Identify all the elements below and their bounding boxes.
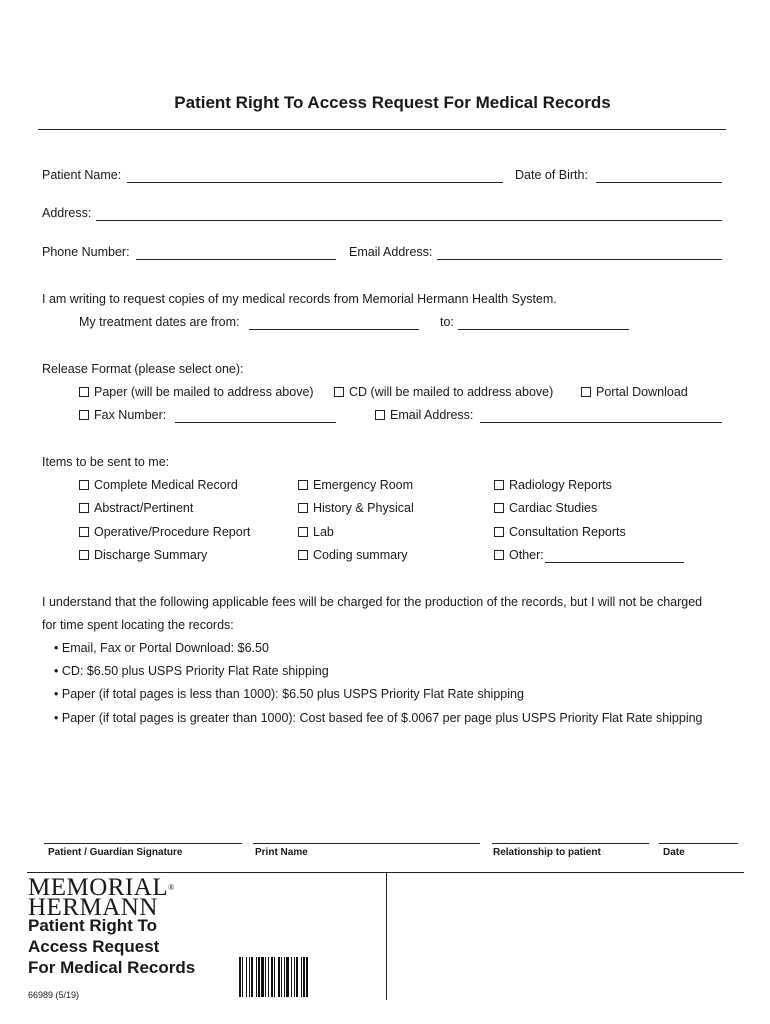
form-number: 66989 (5/19) bbox=[28, 990, 80, 1000]
checkbox[interactable] bbox=[494, 480, 504, 490]
option-label: Lab bbox=[313, 525, 334, 539]
checkbox[interactable] bbox=[79, 387, 89, 397]
option-label: Fax Number: bbox=[94, 408, 167, 422]
footer-doc-title-3: For Medical Records bbox=[28, 958, 196, 977]
fee-bullet-text: CD: $6.50 plus USPS Priority Flat Rate shipping bbox=[61, 664, 329, 678]
title-rule bbox=[38, 129, 726, 130]
logo-line2: HERMANN bbox=[28, 894, 158, 921]
treatment-to-label: to: bbox=[440, 315, 454, 329]
item-option[interactable] bbox=[494, 501, 597, 515]
print-name-field[interactable] bbox=[253, 843, 480, 844]
fee-bullet-text: Paper (if total pages is greater than 1000): Cost based fee of $.0067 per page plus USPS Priority Flat Rate shipping bbox=[61, 711, 703, 725]
checkbox[interactable] bbox=[79, 550, 89, 560]
option-label: Coding summary bbox=[313, 548, 408, 562]
option-label: History & Physical bbox=[313, 501, 414, 515]
checkbox[interactable] bbox=[298, 550, 308, 560]
other-field[interactable] bbox=[545, 562, 684, 563]
item-option[interactable] bbox=[298, 478, 413, 492]
signature-field[interactable] bbox=[44, 843, 242, 844]
fee-bullet: • Paper (if total pages is less than 1000): $6.50 plus USPS Priority Flat Rate shipping bbox=[54, 687, 524, 701]
treatment-from-label: My treatment dates are from: bbox=[79, 315, 240, 329]
item-option[interactable] bbox=[298, 548, 407, 562]
checkbox[interactable] bbox=[79, 480, 89, 490]
option-label: Radiology Reports bbox=[509, 478, 612, 492]
release-fax-option[interactable] bbox=[79, 408, 166, 422]
date-label: Date bbox=[663, 847, 685, 858]
checkbox[interactable] bbox=[298, 480, 308, 490]
item-option[interactable] bbox=[298, 525, 334, 539]
relationship-field[interactable] bbox=[492, 843, 649, 844]
release-email-field[interactable] bbox=[480, 422, 722, 423]
checkbox[interactable] bbox=[79, 410, 89, 420]
barcode-icon bbox=[239, 957, 361, 997]
checkbox[interactable] bbox=[494, 550, 504, 560]
treatment-from-field[interactable] bbox=[249, 329, 419, 330]
release-portal-option[interactable] bbox=[581, 385, 688, 399]
address-label: Address: bbox=[42, 206, 92, 220]
option-label: Complete Medical Record bbox=[94, 478, 238, 492]
option-label: Other: bbox=[509, 548, 544, 562]
option-label: Operative/Procedure Report bbox=[94, 525, 251, 539]
option-label: Discharge Summary bbox=[94, 548, 208, 562]
option-label: Cardiac Studies bbox=[509, 501, 598, 515]
date-field[interactable] bbox=[659, 843, 738, 844]
treatment-to-field[interactable] bbox=[458, 329, 629, 330]
dob-field[interactable] bbox=[596, 182, 722, 183]
email-label: Email Address: bbox=[349, 245, 433, 259]
option-label: Portal Download bbox=[596, 385, 688, 399]
option-label: CD (will be mailed to address above) bbox=[349, 385, 554, 399]
item-option[interactable] bbox=[494, 548, 544, 562]
intro-text: I am writing to request copies of my medical records from Memorial Hermann Health System. bbox=[42, 292, 557, 306]
option-label: Paper (will be mailed to address above) bbox=[94, 385, 314, 399]
fees-text-line1: I understand that the following applicable fees will be charged for the production of the records, but I will not be charged bbox=[42, 595, 703, 609]
checkbox[interactable] bbox=[298, 503, 308, 513]
footer-doc-title-1: Patient Right To bbox=[28, 916, 158, 935]
release-cd-option[interactable] bbox=[334, 385, 553, 399]
dob-label: Date of Birth: bbox=[515, 168, 588, 182]
fee-bullet-text: Paper (if total pages is less than 1000): $6.50 plus USPS Priority Flat Rate shipping bbox=[61, 687, 524, 701]
footer-doc-title-2: Access Request bbox=[28, 937, 160, 956]
checkbox[interactable] bbox=[298, 527, 308, 537]
option-label: Emergency Room bbox=[313, 478, 414, 492]
phone-label: Phone Number: bbox=[42, 245, 130, 259]
checkbox[interactable] bbox=[334, 387, 344, 397]
items-heading: Items to be sent to me: bbox=[42, 455, 170, 469]
patient-name-label: Patient Name: bbox=[42, 168, 122, 182]
email-field[interactable] bbox=[437, 259, 722, 260]
fee-bullet: • Email, Fax or Portal Download: $6.50 bbox=[54, 641, 269, 655]
memorial-hermann-logo bbox=[28, 874, 175, 921]
item-option[interactable] bbox=[298, 501, 414, 515]
checkbox[interactable] bbox=[375, 410, 385, 420]
signature-label: Patient / Guardian Signature bbox=[48, 847, 183, 858]
relationship-label: Relationship to patient bbox=[493, 847, 601, 858]
fee-bullet-text: Email, Fax or Portal Download: $6.50 bbox=[61, 641, 269, 655]
release-paper-option[interactable] bbox=[79, 385, 314, 399]
logo-line1: MEMORIAL® bbox=[28, 874, 175, 901]
print-name-label: Print Name bbox=[255, 847, 308, 858]
checkbox[interactable] bbox=[494, 527, 504, 537]
checkbox[interactable] bbox=[494, 503, 504, 513]
release-heading: Release Format (please select one): bbox=[42, 362, 244, 376]
option-label: Email Address: bbox=[390, 408, 474, 422]
fee-bullet: • Paper (if total pages is greater than 1000): Cost based fee of $.0067 per page plus USPS Priority Flat Rate shipping bbox=[54, 711, 703, 725]
release-email-option[interactable] bbox=[375, 408, 473, 422]
fee-bullet: • CD: $6.50 plus USPS Priority Flat Rate shipping bbox=[54, 664, 329, 678]
item-option[interactable] bbox=[79, 548, 207, 562]
footer-divider bbox=[386, 873, 387, 1000]
option-label: Abstract/Pertinent bbox=[94, 501, 194, 515]
checkbox[interactable] bbox=[79, 503, 89, 513]
item-option[interactable] bbox=[494, 478, 612, 492]
phone-field[interactable] bbox=[136, 259, 336, 260]
fees-text-line2: for time spent locating the records: bbox=[42, 618, 234, 632]
fax-number-field[interactable] bbox=[175, 422, 336, 423]
item-option[interactable] bbox=[79, 525, 250, 539]
page-title: Patient Right To Access Request For Medical Records bbox=[174, 93, 611, 112]
item-option[interactable] bbox=[494, 525, 626, 539]
checkbox[interactable] bbox=[79, 527, 89, 537]
checkbox[interactable] bbox=[581, 387, 591, 397]
option-label: Consultation Reports bbox=[509, 525, 626, 539]
item-option[interactable] bbox=[79, 478, 238, 492]
patient-name-field[interactable] bbox=[127, 182, 503, 183]
item-option[interactable] bbox=[79, 501, 193, 515]
address-field[interactable] bbox=[96, 220, 722, 221]
